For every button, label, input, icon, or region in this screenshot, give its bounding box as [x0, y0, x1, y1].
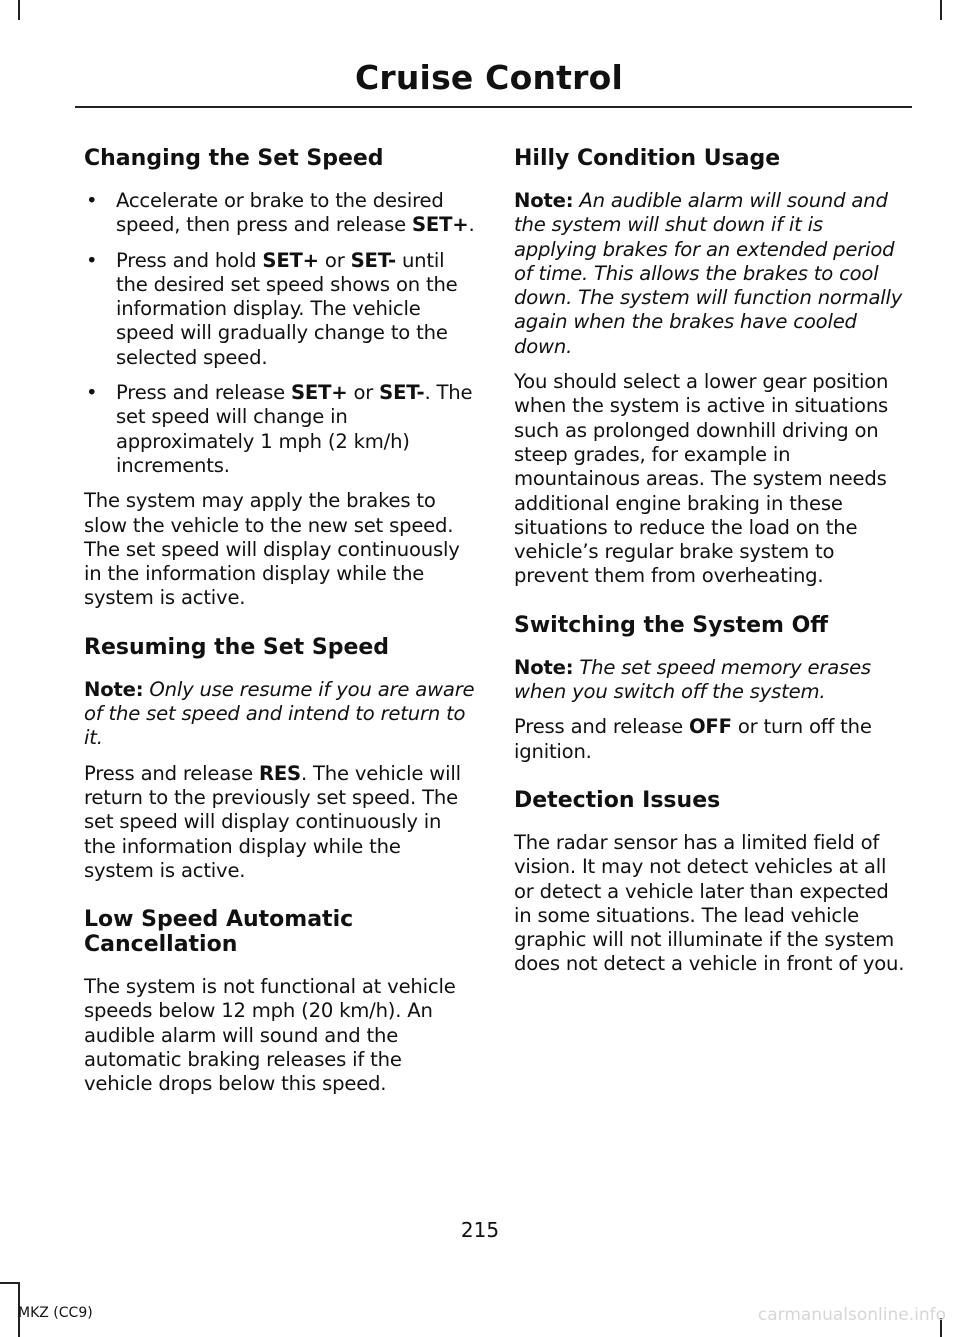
paragraph-low-speed: The system is not functional at vehicle speeds below 12 mph (20 km/h). An audible alarm will sound and the automatic braking releases if the vehicle drops below this speed.	[84, 975, 456, 1096]
paragraph-lower-gear: You should select a lower gear position when the system is active in situations such as prolonged downhill driving on steep grades, for example in mountainous areas. The system needs additional engine braking in these situations to reduce the load on the vehicle’s regular brake system to prevent them from overheating.	[514, 370, 889, 588]
bullet-icon: •	[86, 248, 98, 272]
list-item: • Accelerate or brake to the desired speed, then press and release SET+.	[86, 189, 475, 237]
model-code: MKZ (CC9)	[18, 1305, 93, 1321]
heading-low-speed-cancellation: Low Speed Automatic Cancellation	[84, 907, 354, 958]
paragraph-radar-sensor: The radar sensor has a limited field of vision. It may not detect vehicles at all or detect a vehicle later than expected in some situations. The lead vehicle graphic will not illuminate if the system does not detect a vehicle in front of you.	[514, 830, 905, 976]
note-switch-off: Note: The set speed memory erases when you switch off the system.	[514, 655, 871, 704]
bullet-icon: •	[86, 381, 98, 405]
left-column	[84, 146, 476, 1108]
heading-hilly-condition: Hilly Condition Usage	[514, 146, 781, 171]
page-number: 215	[460, 1218, 500, 1242]
watermark: carmanualsonline.info	[757, 1305, 946, 1325]
paragraph-press-res: Press and release RES. The vehicle will return to the previously set speed. The set speed will display continuously in the information display while the system is active.	[84, 761, 461, 882]
crop-mark-top-right	[940, 0, 942, 20]
note-resume: Note: Only use resume if you are aware of the set speed and intend to return to it.	[84, 677, 475, 750]
header-rule	[75, 106, 912, 108]
heading-changing-set-speed: Changing the Set Speed	[84, 146, 384, 171]
heading-resuming-set-speed: Resuming the Set Speed	[84, 634, 390, 660]
paragraph-brakes-new-speed: The system may apply the brakes to slow the vehicle to the new set speed. The set speed will display continuously in the information display while the system is active.	[84, 489, 460, 610]
list-item: • Press and release SET+ or SET-. The set speed will change in approximately 1 mph (2 km/h) increments.	[86, 381, 473, 477]
heading-detection-issues: Detection Issues	[514, 787, 721, 813]
heading-switching-off: Switching the System Off	[514, 612, 829, 638]
bullet-icon: •	[86, 189, 98, 212]
right-column	[514, 146, 906, 988]
paragraph-press-off: Press and release OFF or turn off the ignition.	[514, 715, 872, 763]
list-item: • Press and hold SET+ or SET- until the desired set speed shows on the information display. The vehicle speed will gradually change to the selected speed.	[86, 248, 458, 369]
page-title: Cruise Control	[354, 58, 623, 97]
note-hilly: Note: An audible alarm will sound and the system will shut down if it is applying brakes for an extended period of time. This allows the brakes to cool down. The system will function normally again when the brakes have cooled down.	[514, 189, 903, 358]
set-speed-bullet-list	[84, 189, 476, 478]
crop-mark-bottom-left-h	[0, 1282, 20, 1284]
crop-mark-top-left	[18, 0, 20, 20]
